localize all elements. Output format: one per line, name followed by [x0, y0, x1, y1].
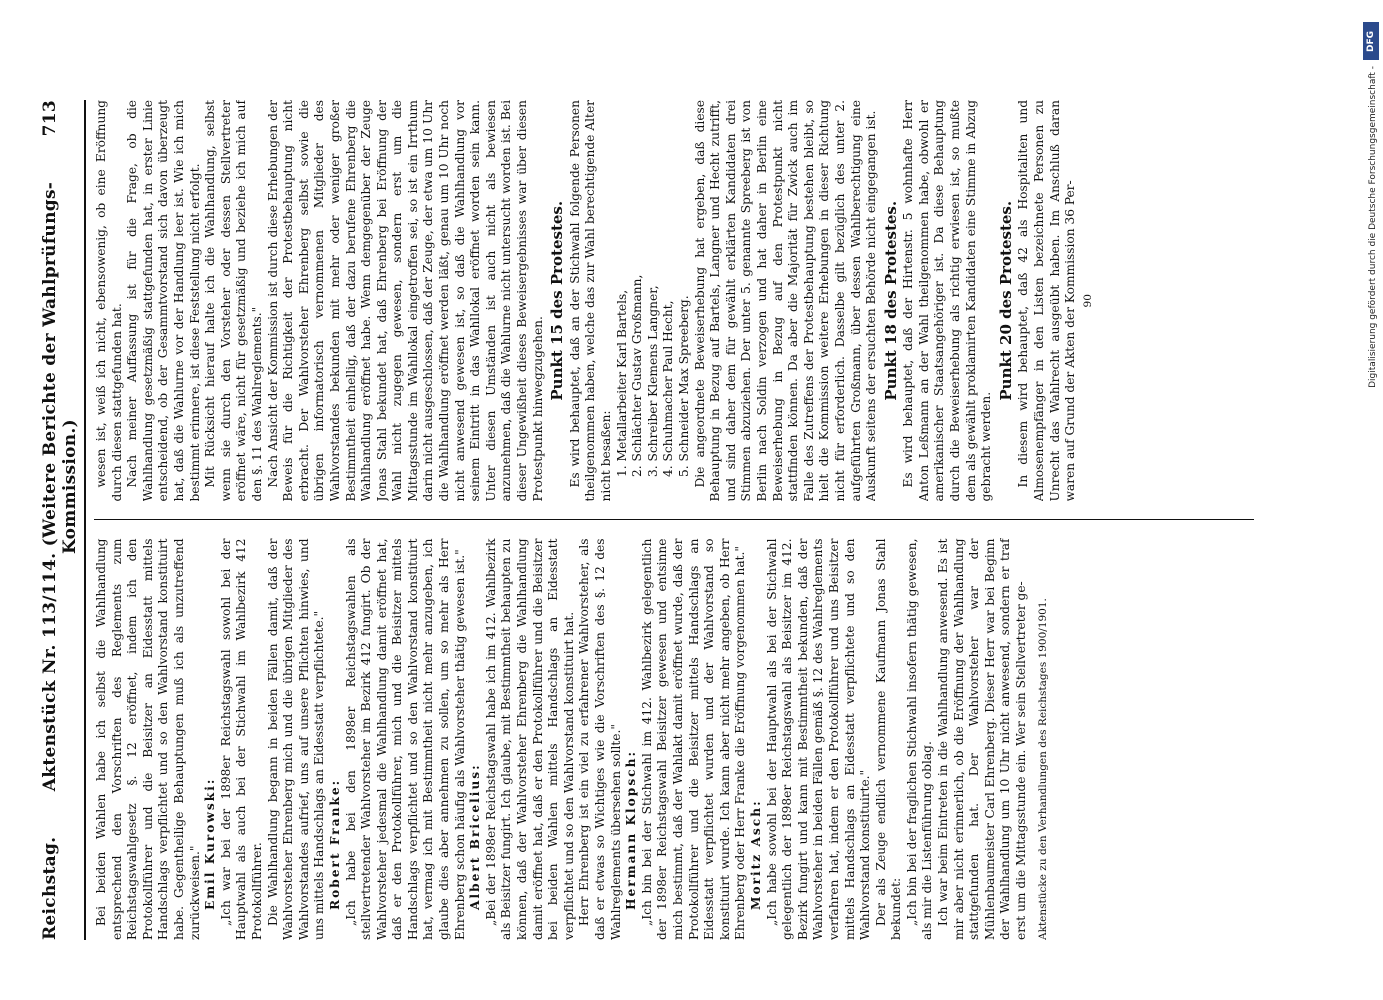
witness-name: Robert Franke: — [327, 778, 342, 910]
digitization-stamp — [1359, 10, 1383, 1000]
section-heading: Punkt 18 des Protestes. — [881, 200, 900, 401]
witness-name: Albert Bricelius: — [468, 763, 483, 910]
dfg-logo: DFG — [1363, 22, 1379, 60]
paragraph: „Ich habe bei den 1898er Reichstagswahlen als stellvertretender Wahlvorsteher im Bezirk 412 fungirt. Ob der Wahlvorsteher jedesmal die Wahlhandlung damit eröffnet hat, daß er den Protokollführer, mich und die Beisitzer mittels Handschlags verpflichtet und so den Wahlvorstand konstituirt hat, vermag ich mit Bestimmtheit nicht mehr anzugeben, ich glaube dies aber annehmen zu sollen, um so mehr als Herr Ehrenberg schon häufig als Wahlvorsteher thätig gewesen ist." — [343, 538, 467, 940]
header-left: Reichstag. — [40, 836, 60, 940]
list-item: 2. Schlächter Gustav Großmann, — [630, 100, 646, 462]
witness-name: Hermann Klopsch: — [624, 750, 639, 910]
item-list — [615, 100, 693, 462]
paragraph: Nach meiner Auffassung ist für die Frage, ob die Wahlhandlung gesetzmäßig stattgefunden hat, in erster Linie entscheidend, ob der Gesammtvorstand sich davon überzeugt hat, daß die Wahlurne vor der Handlung leer ist. Wie ich mich bestimmt erinnere, ist diese Feststellung nicht erfolgt. — [125, 100, 202, 502]
stamp-text: Digitalisierung gefördert durch die Deutsche Forschungsgemeinschaft - — [1368, 66, 1378, 388]
running-head — [40, 100, 86, 940]
paragraph: „Bei der 1898er Reichstagswahl habe ich im 412. Wahlbezirk als Beisitzer fungirt. Ich glaube, mit Bestimmtheit behaupten zu können, daß der Wahlvorsteher Ehrenberg die Wahlhandlung damit eröffnet hat, daß er den Protokollführer und die Beisitzer bei beiden Wahlen mittels Handschlags an Eidesstatt verpflichtet und so den Wahlvorstand konstituirt hat. — [483, 538, 576, 940]
paragraph: Herr Ehrenberg ist ein viel zu erfahrener Wahlvorsteher, als daß er etwas so Wichtiges wie die Vorschriften des §. 12 des Wahlreglements übersehen sollte." — [577, 538, 623, 940]
left-column — [94, 539, 1254, 941]
list-item: 3. Schreiber Klemens Langner, — [646, 100, 662, 462]
paragraph: Ich war beim Eintreten in die Wahlhandlung anwesend. Es ist mir aber nicht erinnerlich, ob die Eröffnung der Wahlhandlung stattgefunden hat. Der Wahlvorsteher war der Mühlenbaumeister Carl Ehrenberg. Dieser Herr war bei Beginn der Wahlhandlung um 10 Uhr nicht anwesend, sondern er traf erst um die Mittagsstunde ein. Wer sein Stellvertreter ge- — [936, 538, 1029, 940]
list-item: 1. Metallarbeiter Karl Bartels, — [615, 100, 631, 462]
signature-mark: 90 — [1081, 294, 1094, 308]
column-divider — [94, 520, 1254, 521]
page-number: 713 — [40, 100, 60, 137]
left-footer: Aktenstücke zu den Verhandlungen des Reichstages 1900/1901. — [1036, 598, 1049, 940]
paragraph: Nach Ansicht der Kommission ist durch diese Erhebungen der Beweis für die Richtigkeit der Protestbehauptung nicht erbracht. Der Wahlvorsteher Ehrenberg selbst sowie die übrigen informatorisch vernommenen Mitglieder des Wahlvorstandes bekunden mit mehr oder weniger großer Bestimmtheit einhellig, daß der dazu berufene Ehrenberg die Wahlhandlung eröffnet habe. Wenn demgegenüber der Zeuge Jonas Stahl bekundet hat, daß Ehrenberg bei Eröffnung der Wahl nicht zugegen gewesen, sondern erst um die Mittagsstunde im Wahllokal eingetroffen sei, so ist ein Irrthum darin nicht ausgeschlossen, daß der Zeuge, der etwa um 10 Uhr die Wahlhandlung eröffnet werden läßt, genau um 10 Uhr noch nicht anwesend gewesen ist, so daß die Wahlhandlung vor seinem Eintritt in das Wahllokal eröffnet worden sein kann. Unter diesen Umständen ist auch nicht als bewiesen anzunehmen, daß die Wahlurne nicht untersucht worden ist. Bei dieser Ungewißheit dieses Beweisergebnisses war über diesen Protestpunkt hinwegzugehen. — [265, 100, 545, 502]
paragraph: „Ich bin bei der Stichwahl im 412. Wahlbezirk gelegentlich der 1898er Reichstagswahl Beisitzer gewesen und entsinne mich bestimmt, daß der Wahlakt damit eröffnet wurde, daß der Protokollführer und die Beisitzer mittels Handschlags an Eidesstatt verpflichtet wurden und der Wahlvorstand so konstituirt wurde. Ich kann aber nicht mehr angeben, ob Herr Ehrenberg oder Herr Franke die Eröffnung vorgenommen hat." — [639, 538, 748, 940]
paragraph: Die angeordnete Beweiserhebung hat ergeben, daß diese Behauptung in Bezug auf Bartels, Langner und Hecht zutrifft, und sind daher dem für gewählt erklärten Kandidaten drei Stimmen abzuziehen. Der unter 5. genannte Spreeberg ist von Berlin nach Soldin verzogen und hat daher in Berlin eine Beweiserhebung in Bezug auf den Protestpunkt nicht stattfinden können. Da aber die Majorität für Zwick auch im Falle des Zutreffens der Protestbehauptung bestehen bleibt, so hielt die Kommission weitere Erhebungen in dieser Richtung nicht für erforderlich. Dasselbe gilt bezüglich des unter 2. aufgeführten Großmann, über dessen Wahlberechtigung eine Auskunft seitens der ersuchten Behörde nicht eingegangen ist. — [692, 100, 879, 502]
paragraph: Mit Rücksicht hierauf halte ich die Wahlhandlung, selbst wenn sie durch den Vorsteher oder dessen Stellvertreter eröffnet wäre, nicht für gesetzmäßig und beziehe ich mich auf den §. 11 des Wahlreglements." — [203, 100, 264, 502]
paragraph: wesen ist, weiß ich nicht, ebensowenig, ob eine Eröffnung durch diesen stattgefunden hat. — [94, 100, 124, 502]
paragraph: Die Wahlhandlung begann in beiden Fällen damit, daß der Wahlvorsteher Ehrenberg mich und die übrigen Mitglieder des Wahlvorstandes aufrief, uns auf unsere Pflichten hinwies, und uns mittels Handschlags an Eidesstatt verpflichtete." — [265, 538, 327, 940]
paragraph: Es wird behauptet, daß an der Stichwahl folgende Personen theilgenommen haben, welche das zur Wahl berechtigende Alter nicht besaßen: — [567, 100, 613, 502]
header-title: Aktenstück Nr. 113/114. (Weitere Berichte der Wahlprüfungs-Kommission.) — [40, 181, 80, 792]
section-heading: Punkt 15 des Protestes. — [548, 200, 567, 401]
section-heading: Punkt 20 des Protestes. — [996, 200, 1015, 401]
list-item: 5. Schneider Max Spreeberg. — [677, 100, 693, 462]
list-item: 4. Schuhmacher Paul Hecht, — [661, 100, 677, 462]
paragraph: „Ich habe sowohl bei der Hauptwahl als bei der Stichwahl gelegentlich der 1898er Reichstagswahl als Beisitzer im 412. Bezirk fungirt und kann mit Bestimmtheit bekunden, daß der Wahlvorsteher in beiden Fällen gemäß §. 12 des Wahlreglements verfahren hat, indem er den Protokollführer und uns Beisitzer mittels Handschlags an Eidesstatt verpflichtete und so den Wahlvorstand konstituirte." — [764, 538, 873, 940]
paragraph: „Ich bin bei der fraglichen Stichwahl insofern thätig gewesen, als mir die Listenführung oblag. — [904, 538, 935, 940]
right-column — [94, 100, 1254, 502]
paragraph: In diesem wird behauptet, daß 42 als Hospitaliten und Almosenempfänger in den Listen bezeichnete Personen zu Unrecht das Wahlrecht ausgeübt haben. Im Anschluß daran waren auf Grund der Akten der Kommission 36 Per- — [1016, 100, 1078, 502]
paragraph: Bei beiden Wahlen habe ich selbst die Wahlhandlung entsprechend den Vorschriften des Reglements zum Reichstagswahlgesetz §. 12 eröffnet, indem ich den Protokollführer und die Beisitzer an Eidesstatt mittels Handschlags verpflichtet und so den Wahlvorstand konstituirt habe. Gegentheilige Behauptungen muß ich als unzutreffend zurückweisen." — [94, 538, 202, 940]
witness-name: Emil Kurowski: — [203, 777, 218, 910]
paragraph: Es wird behauptet, daß der Hirtenstr. 5 wohnhafte Herr Anton Leßmann an der Wahl theilgenommen habe, obwohl er amerikanischer Staatsangehöriger ist. Da diese Behauptung durch die Beweiserhebung als richtig erwiesen ist, so mußte dem als gewählt proklamirten Kandidaten eine Stimme in Abzug gebracht werden. — [901, 100, 994, 502]
witness-name: Moritz Asch: — [748, 799, 763, 910]
document-page — [40, 100, 1285, 940]
paragraph: Der als Zeuge endlich vernommene Kaufmann Jonas Stahl bekundet: — [873, 538, 904, 940]
paragraph: „Ich war bei der 1898er Reichstagswahl sowohl bei der Hauptwahl als auch bei der Stichwahl im Wahlbezirk 412 Protokollführer. — [218, 538, 264, 940]
